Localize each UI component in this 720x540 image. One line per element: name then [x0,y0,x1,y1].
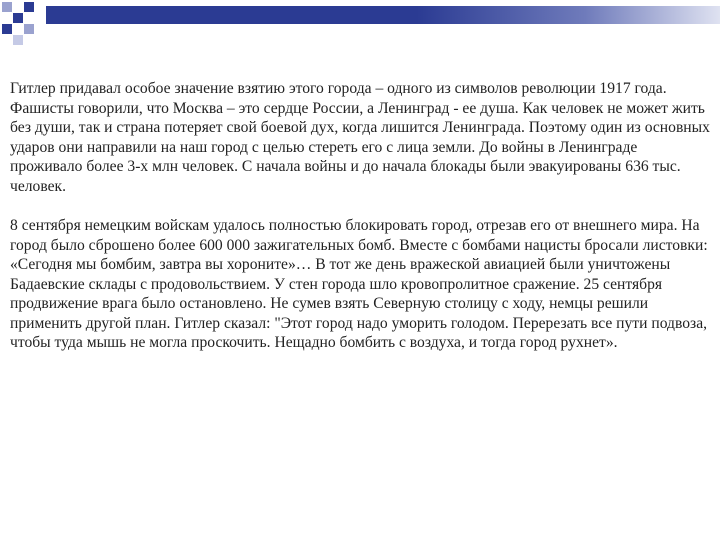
decor-square [2,2,12,12]
decor-square [13,13,23,23]
corner-squares-decoration [0,0,46,46]
decor-square [2,24,12,34]
decor-square [13,35,23,45]
decor-square [24,24,34,34]
decor-square [24,2,34,12]
paragraph-leningrad-significance: Гитлер придавал особое значение взятию этого города – одного из символов революции 1917 года. Фашисты говорили, что Москва – это сердце России, а Ленинград - ее душа. Как человек не может жить без души, так и страна потеряет свой боевой дух, когда лишится Ленинграда. Поэтому один из основных ударов они направили на наш город с целью стереть его с лица земли. До войны в Ленинграде проживало более 3-х млн человек. С начала войны и до начала блокады были эвакуированы 636 тыс. человек. [10,80,710,195]
title-accent-bar [46,6,720,24]
paragraph-blockade-start: 8 сентября немецким войскам удалось полностью блокировать город, отрезав его от внешнего мира. На город было сброшено более 600 000 зажигательных бомб. Вместе с бомбами нацисты бросали листовки: «Сегодня мы бомбим, завтра вы хороните»… В тот же день вражеской авиацией были уничтожены Бадаевские склады с продовольствием. У стен города шло кровопролитное сражение. 25 сентября продвижение врага было остановлено. Не сумев взять Северную столицу с ходу, немцы решили применить другой план. Гитлер сказал: "Этот город надо уморить голодом. Перерезать все пути подвоза, чтобы туда мышь не могла проскочить. Нещадно бомбить с воздуха, и тогда город рухнет». [10,217,708,351]
paragraph-spacer [10,196,712,216]
slide-body-text [10,79,712,353]
